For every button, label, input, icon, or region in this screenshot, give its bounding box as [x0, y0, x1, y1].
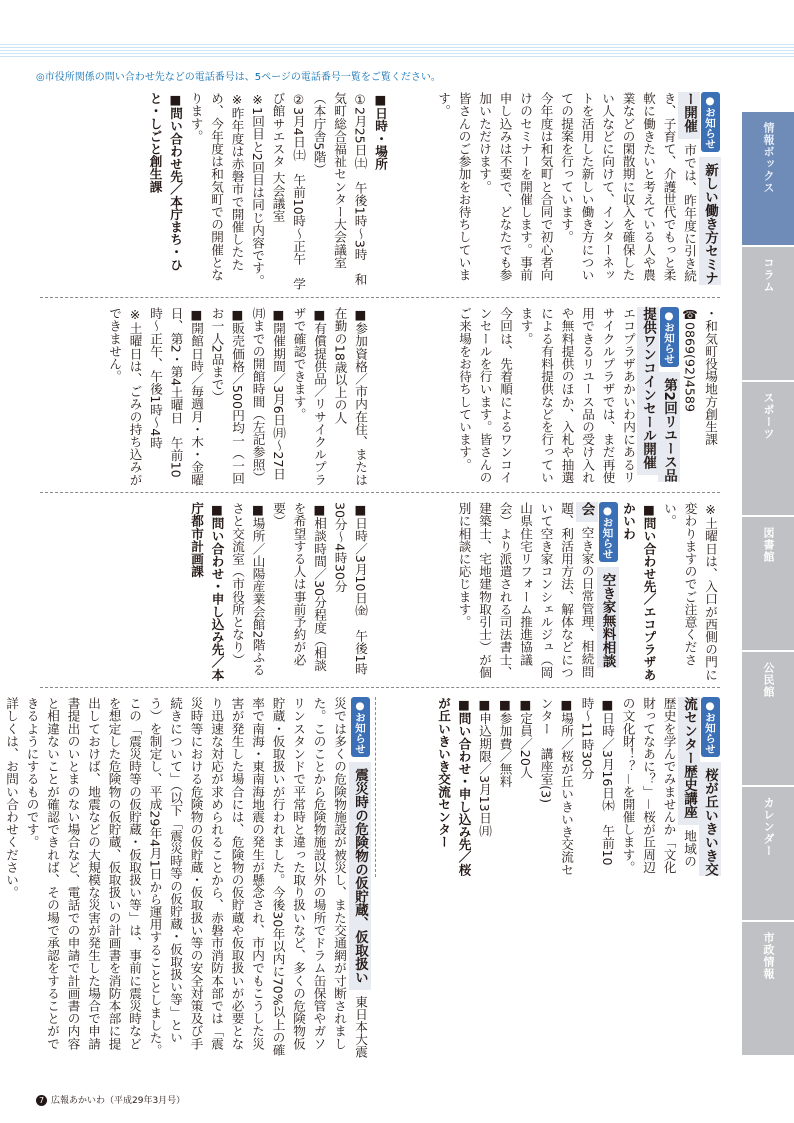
tab-community-center[interactable]: 公民館 [742, 652, 794, 785]
reuse-contact: ■問い合わせ先／エコプラザあかいわ [621, 502, 657, 681]
article-body: 東日本大震災では多くの危険物施設が被災し、また交通網が寸断されました。このことから危険物施設以外の場所でドラム缶保管やガソリンスタンドで平常時と違った取り扱いなど、多くの危険物仮貯蔵・仮取扱いが行われました。今後30年以内に70%以上の確率で南海・東南海地震の発生が懸念され、市内でもこうした災害が発生した場合には、危険物の仮貯蔵や仮取扱いが必要となり迅速な対応が求められることから、赤磐市消防本部では「震災時等における危険物の仮貯蔵・仮取扱い等の安全対策及び手続きについて」（以下「震災時等の仮貯蔵・仮取扱い等」という）を制定し、平成29年4月1日から運用することとしました。 [147, 697, 368, 1059]
tab-calendar[interactable]: カレンダー [742, 787, 794, 920]
qual: ■参加資格／市内在住、または在勤の18歳以上の人 [332, 307, 368, 486]
contact: ■問い合わせ先／本庁まち・ひと・しごと創生課 [147, 92, 183, 271]
tab-info-box[interactable]: 情報ボックス [742, 112, 794, 245]
article-body: エコプラザあかいわ内にあるリサイクルプラザでは、まだ再使用できるリユース品の受け入れや無料提供のほか、入札や抽選による有料提供などを行っています。 [518, 307, 636, 484]
item: ■有償提供品／リサイクルプラザで確認できます。 [291, 307, 327, 486]
article-title: 桜が丘いきいき交流センター歴史講座 [678, 697, 721, 876]
hours: ■開館日時／毎週月・木・金曜日、第2・第4土曜日 午前10時～正午、午後1時～4時 [148, 307, 204, 486]
capacity: ■定員／20人 [518, 697, 533, 779]
article-akiya-a [380, 502, 720, 682]
note-2: ※昨年度は赤磐市で開催したため、今年度は和気町での開催となります。 [188, 92, 245, 281]
notice-tag: ●お知らせ [599, 502, 618, 562]
tab-city-info[interactable]: 市政情報 [742, 922, 794, 1055]
note-1: ※1回目と2回目は同じ内容です。 [250, 92, 265, 287]
article-title: 第2回リユース品提供ワンコインセール開催 [637, 307, 680, 482]
page-number: 7 [36, 1095, 47, 1106]
article-body-3: 詳しくは、お問い合わせください。 [4, 697, 19, 899]
article-reuse-a [380, 307, 720, 487]
date: ■日時／3月10日㈮ 午後1時30分～4時30分 [332, 502, 368, 676]
article-body-2: 今年度は和気町と合同で初心者向けのセミナーを開催します。事前申し込みは不要で、どなたでも参加いただけます。 [477, 92, 554, 281]
place-1: ①2月25日㈯ 午後1時～3時 和気町総合福祉センター大会議室（本庁舎5階） [311, 92, 368, 286]
article-title: 空き家無料相談会 [576, 502, 619, 668]
reuse-note-2: ※土曜日は、入口が西側の門に変わりますのでご注意ください。 [662, 502, 718, 681]
phone-notice: ◎市役所関係の問い合わせ先などの電話番号は、5ページの電話番号一覧をご覧ください。 [36, 72, 441, 83]
time: ■相談時間／30分程度（相談を希望する人は事前予約が必要） [271, 502, 327, 672]
notice-tag: ●お知らせ [351, 697, 370, 757]
place: ■場所／桜が丘いきいき交流センター 講座室(3) [538, 697, 574, 876]
contact: ■問い合わせ・申し込み先／本庁都市計画課 [189, 502, 225, 681]
article-body: 地域の歴史を学んでみませんか「文化財ってなあに？」－桜が丘周辺の文化財！？－を開催します。 [620, 697, 697, 874]
date: ■日時／3月16日㈭ 午前10時～11時30分 [579, 697, 615, 866]
top-decorative-band [0, 44, 794, 58]
place-label: ■日時・場所 [373, 92, 388, 170]
article-title: 震災時の危険物の仮貯蔵、仮取扱い [349, 762, 371, 990]
article-body: 空き家の日常管理、相続問題、利活用方法、解体などについて空き家コンシェルジュ（岡山県住宅リフォーム推進協議会）より派遣される司法書士、建築士、宅地建物取引士）が個別に相談に応じます。 [456, 502, 595, 679]
contact: ■問い合わせ・申し込み先／桜が丘いきいき交流センター [436, 697, 472, 876]
article-seminar-a [400, 92, 720, 292]
price: ■販売価格／500円均一（一回お一人2品まで） [209, 307, 245, 485]
place: ■場所／山陽産業会館2階ふるさと交流室（市役所となり） [230, 502, 266, 677]
article-title: 新しい働き方セミナー開催 [678, 92, 721, 285]
section-tabs [742, 112, 794, 1056]
deadline: ■申込期限／3月13日㈪ [477, 697, 492, 837]
article-reuse-b [40, 307, 370, 487]
place-2: ②3月4日㈯ 午前10時～正午 学び館サエスタ 大会議室 [270, 92, 306, 291]
footer-title: 広報あかいわ（平成29年3月号） [51, 1096, 186, 1106]
fee: ■参加費／無料 [497, 697, 513, 788]
page-footer [36, 1093, 185, 1106]
tab-library[interactable]: 図書館 [742, 517, 794, 650]
notice-tag: ●お知らせ [660, 307, 679, 367]
notice-tag: ●お知らせ [701, 697, 720, 757]
article-body-2: 今回は、先着順によるワンコインセールを行います。皆さんのご来場をお待ちしています。 [457, 307, 513, 484]
period: ■開催期間／3月6日㈪～27日㈪までの開館時間（左記参照） [250, 307, 286, 484]
divider [40, 492, 720, 493]
article-body-2: この「震災時等の仮貯蔵・仮取扱い等」は、事前に震災時などを想定した危険物の仮貯蔵、仮取扱いの計画書を消防本部に提出しておけば、地震などの大規模な災害が発生した場合で申請書提出のいとまのない場合など、電話での申請で計画書の内容と相違ないことが確認できれば、その場で承認をすることができるようにするものです。 [24, 697, 142, 1050]
tab-sports[interactable]: スポーツ [742, 382, 794, 515]
contact-wake: ・和気町役場地方創生課 ☎0869(92)4589 [682, 307, 718, 459]
article-akiya-b [40, 502, 370, 682]
divider [40, 687, 720, 688]
article-body-3: 皆さんのご参加をお待ちしています。 [436, 92, 472, 281]
article-history [380, 697, 720, 877]
articles-area [4, 92, 720, 1067]
article-disaster [4, 697, 370, 1062]
note: ※土曜日は、ごみの持ち込みができません。 [107, 307, 143, 486]
divider [40, 297, 720, 298]
notice-tag: ●お知らせ [701, 92, 720, 152]
tab-column[interactable]: コラム [742, 247, 794, 380]
divider [375, 697, 376, 877]
article-seminar-b [40, 92, 390, 292]
article-body: 市では、昨年度に引き続き、子育て、介護世代でもっと柔軟に働きたいと考えている人や農業などの閑散期に収入を確保したい人などに向けて、インターネットを活用した新しい働き方についての提案を行っています。 [559, 92, 697, 283]
